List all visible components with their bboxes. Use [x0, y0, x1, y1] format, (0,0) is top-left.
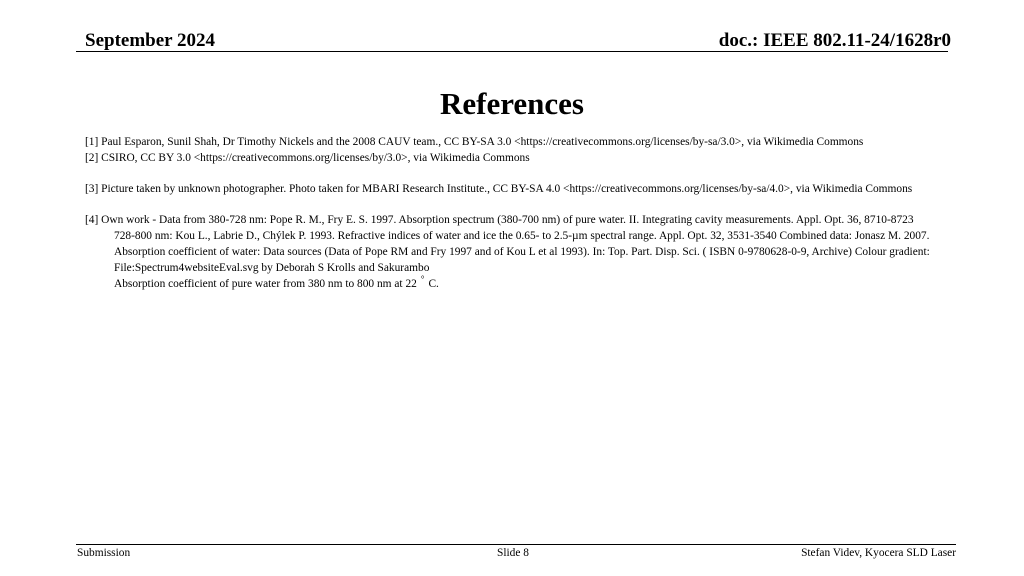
- reference-item-1: [1] Paul Esparon, Sunil Shah, Dr Timothy Nickels and the 2008 CAUV team., CC BY-SA 3.0 <https://creativecommons.org/licenses/by-sa/3.0>, via Wikimedia Commons: [85, 136, 864, 148]
- reference-item-4-text: [4] Own work - Data from 380-728 nm: Pope R. M., Fry E. S. 1997. Absorption spectrum (380-700 nm) of pure water. II. Integrating cavity measurements. Appl. Opt. 36, 8710-8723 728-800 nm: Kou L., Labrie D., Chýlek P. 1993. Refractive indices of water and ice the 0.65- to 2.5-µm spectral range. Appl. Opt. 32, 3531-3540 Combined data: Jonasz M. 2007. Absorption coefficient of water: Data sources (Data of Pope RM and Fry 1997 and of Kou L et al 1993). In: Top. Part. Disp. Sci. ( ISBN 0-9780628-0-9, Archive) Colour gradient: File:Spectrum4websiteEval.svg by Deborah S Krolls and Sakurambo: [85, 214, 930, 274]
- header-doc-id: doc.: IEEE 802.11-24/1628r0: [718, 30, 951, 51]
- reference-item-2: [2] CSIRO, CC BY 3.0 <https://creativecommons.org/licenses/by/3.0>, via Wikimedia Commons: [85, 152, 530, 164]
- footer-submission: Submission: [77, 547, 131, 559]
- reference-item-3: [3] Picture taken by unknown photographer. Photo taken for MBARI Research Institute., CC BY-SA 4.0 <https://creativecommons.org/licenses/by-sa/4.0>, via Wikimedia Commons: [85, 183, 913, 195]
- degree-symbol: °: [420, 274, 425, 284]
- page-title: References: [439, 86, 584, 121]
- header-divider: [76, 51, 948, 52]
- reference-item-4-caption: [114, 276, 935, 292]
- caption-start: Absorption coefficient of pure water from 380 nm to 800 nm at 22: [114, 278, 417, 290]
- reference-item-4: [85, 212, 935, 292]
- reference-list: [85, 134, 935, 292]
- footer-slide-number: Slide 8: [497, 547, 529, 559]
- caption-end: C.: [428, 278, 439, 290]
- footer-divider: [76, 544, 956, 545]
- header-date: September 2024: [85, 30, 215, 51]
- footer-author: Stefan Videv, Kyocera SLD Laser: [801, 547, 956, 559]
